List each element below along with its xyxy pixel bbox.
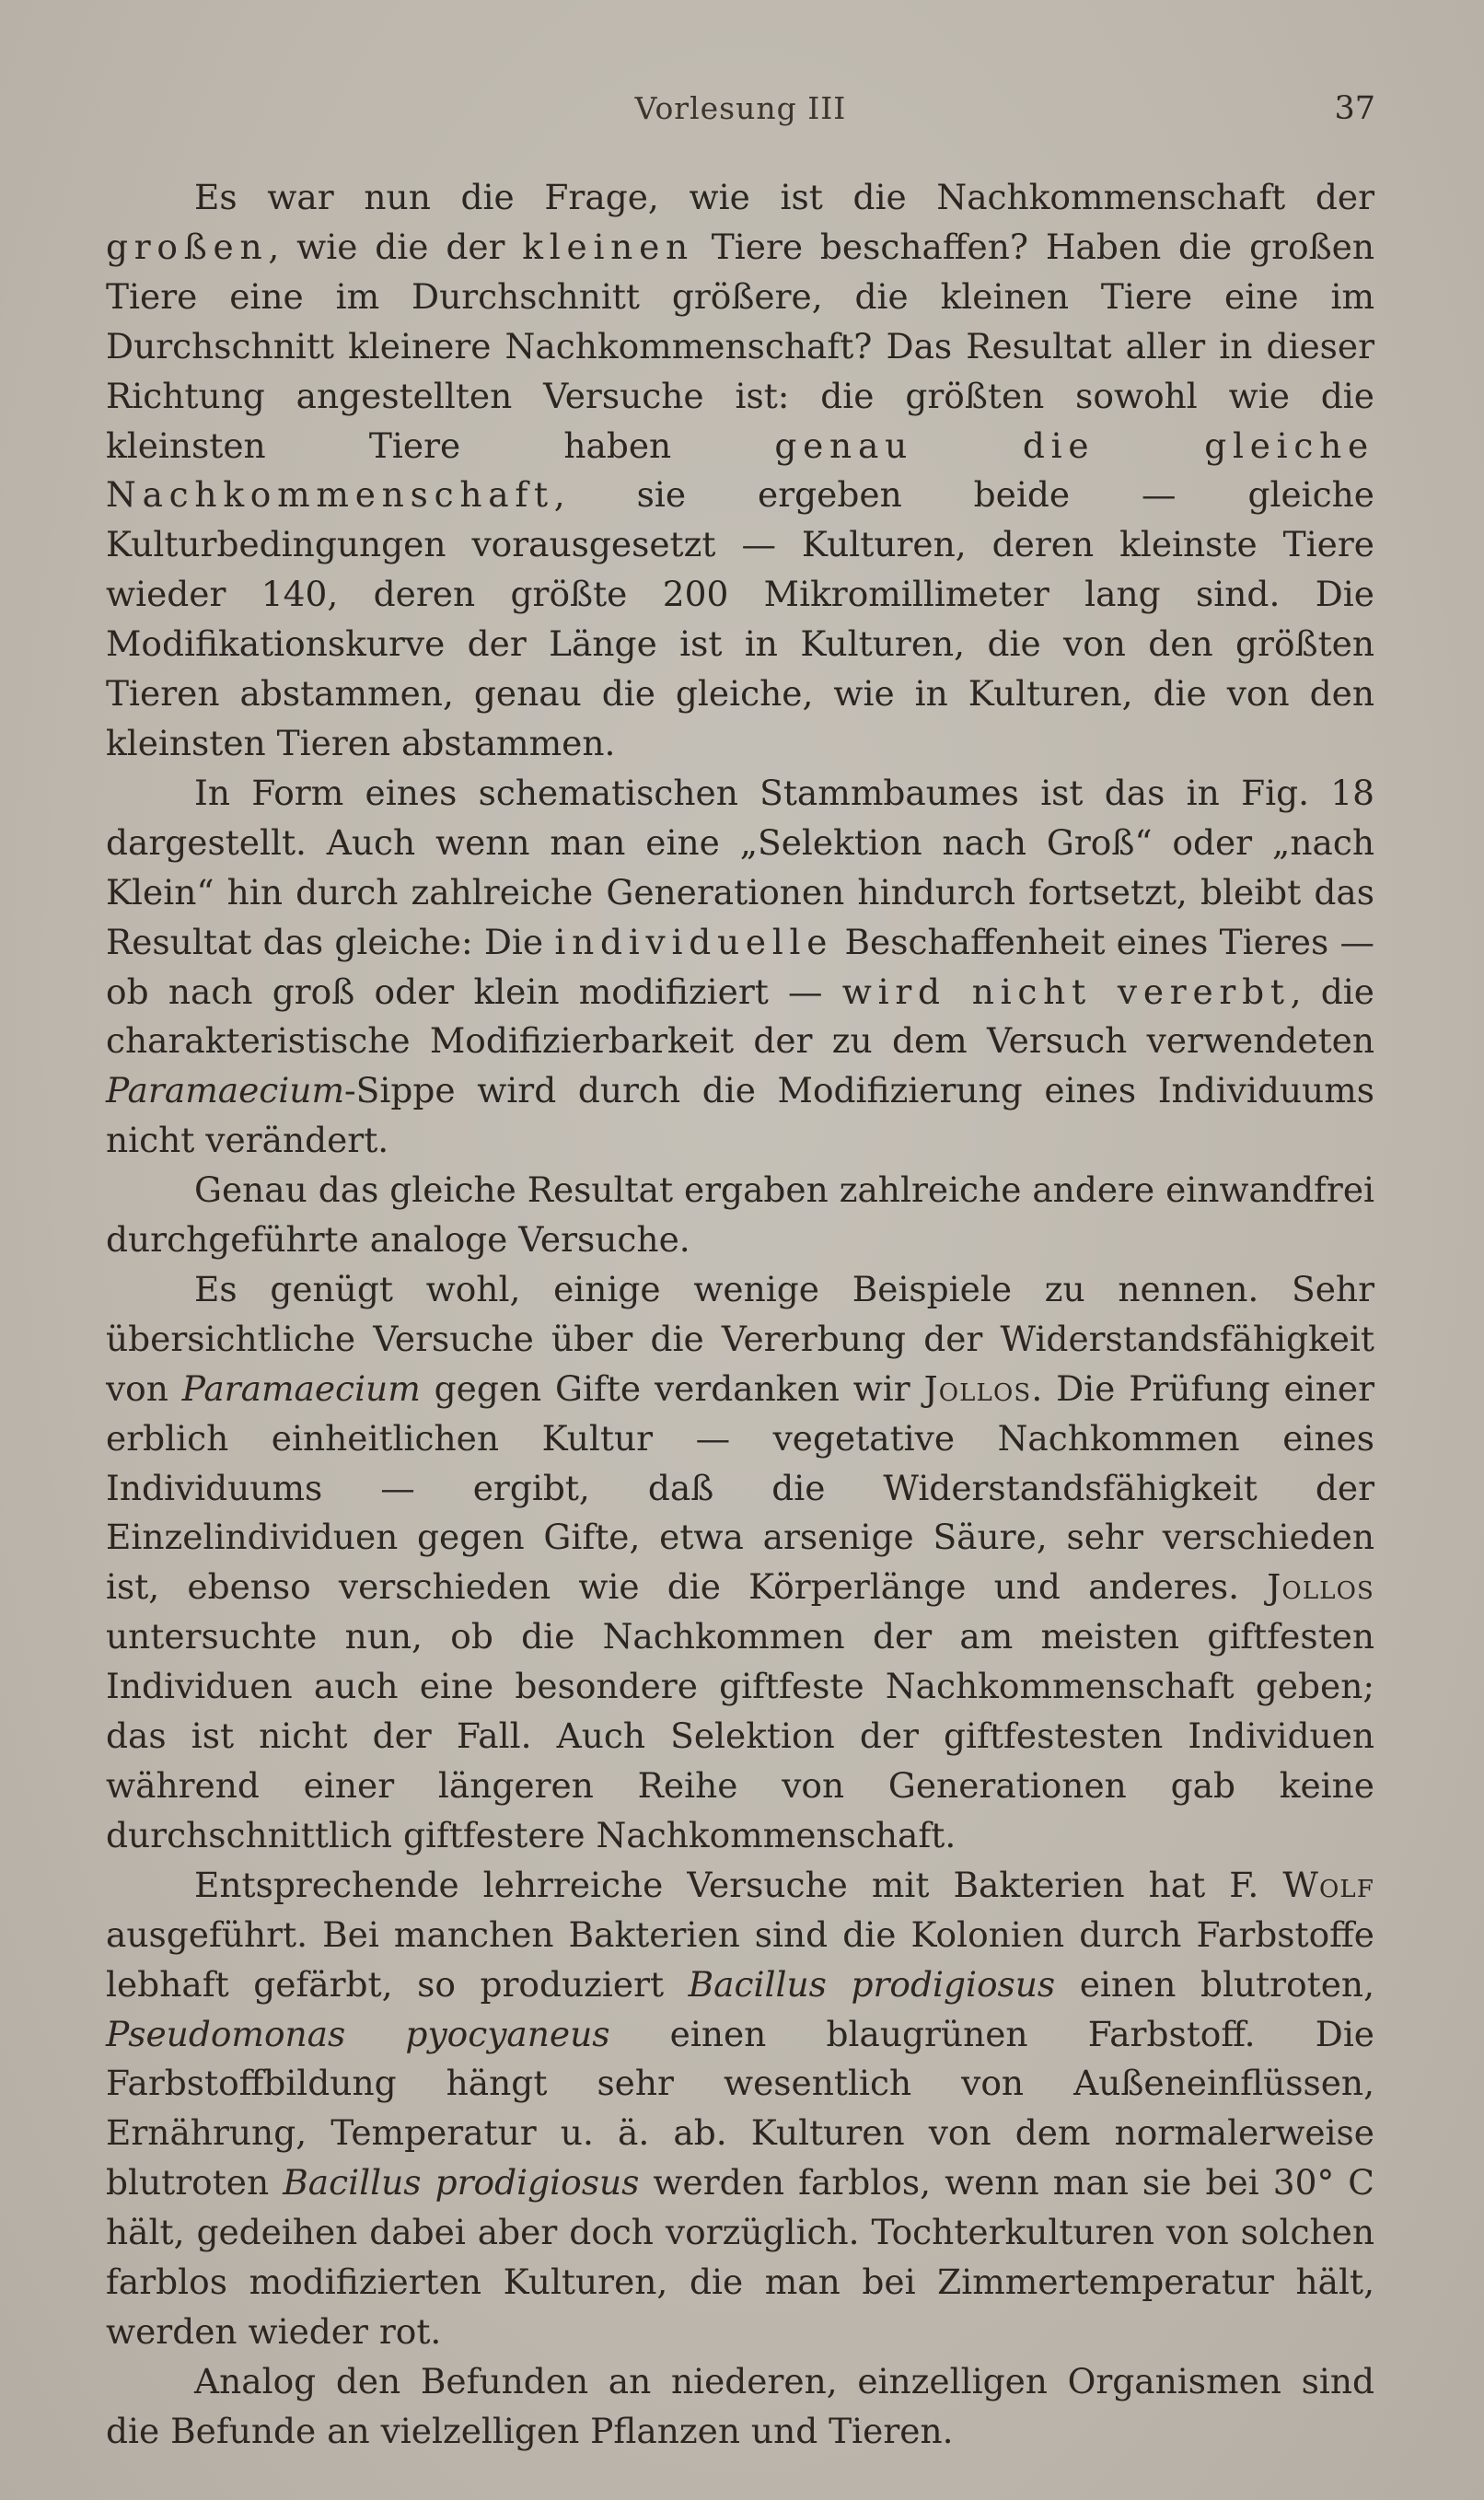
text-run: einen blaugrünen Farbstoff. Die Farbstoffbildung hängt sehr wesentlich von Außeneinflüssen, Ernährung, Temperatur u. ä. ab. Kulturen von dem normalerweise blutroten xyxy=(106,2013,1375,2203)
text-run: kleinen xyxy=(522,226,694,267)
text-run: Tiere beschaffen? Haben die großen Tiere eine im Durchschnitt größere, die kleinen Tiere eine im Durchschnitt kleinere Nachkommenschaft? Das Resultat aller in dieser Richtung angestellten Versuche ist: die größten sowohl wie die kleinsten Tiere haben xyxy=(106,226,1374,466)
paragraph-4 xyxy=(106,1265,1374,1861)
text-run: -Sippe wird durch die Modifizierung eines Individuums nicht verändert. xyxy=(106,1070,1374,1161)
paragraph-5 xyxy=(106,1861,1374,2357)
text-run: Jollos xyxy=(923,1367,1032,1409)
paragraph-6 xyxy=(106,2357,1374,2457)
text-run: Paramaecium xyxy=(106,1070,345,1111)
text-run: werden farblos, wenn man sie bei 30° C hält, gedeihen dabei aber doch vorzüglich. Tochterkulturen von solchen farblos modifizierten Kulturen, die man bei Zimmertemperatur hält, werden wieder rot. xyxy=(106,2162,1374,2352)
text-run: genau die gleiche Nachkommenschaft xyxy=(106,424,1374,516)
text-run: einen blutroten, xyxy=(1055,1963,1374,2005)
text-run: Es war nun die Frage, wie ist die Nachkommenschaft der xyxy=(194,177,1374,217)
text-run: individuelle xyxy=(554,921,834,962)
text-run: , die charakteristische Modifizierbarkeit der zu dem Versuch verwendeten xyxy=(106,971,1374,1062)
paragraph-1 xyxy=(106,173,1374,769)
text-run: wird nicht vererbt xyxy=(841,971,1291,1012)
text-run: Entsprechende lehrreiche Versuche mit Bakterien hat F. xyxy=(194,1864,1283,1905)
text-run: Wolf xyxy=(1282,1864,1374,1905)
text-run: In Form eines schematischen Stammbaumes ist das in Fig. 18 dargestellt. Auch wenn man eine „Selektion nach Groß“ oder „nach Klein“ hin durch zahlreiche Generationen hindurch fortsetzt, bleibt das Resultat das gleiche: Die xyxy=(106,772,1374,962)
text-run: , wie die der xyxy=(268,226,523,267)
text-run: Jollos xyxy=(1267,1566,1374,1608)
chapter-title: Vorlesung III xyxy=(634,90,847,126)
text-run: Pseudomonas pyocyaneus xyxy=(106,2013,610,2054)
text-run: Es genügt wohl, einige wenige Beispiele zu nennen. Sehr übersichtliche Versuche über die Vererbung der Widerstandsfähigkeit von xyxy=(106,1268,1374,1409)
body-text xyxy=(106,173,1374,2457)
text-run: ausgeführt. Bei manchen Bakterien sind die Kolonien durch Farbstoffe lebhaft gefärbt, so produziert xyxy=(106,1913,1374,2005)
text-run: großen xyxy=(106,226,269,267)
text-run: untersuchte nun, ob die Nachkommen der am meisten giftfesten Individuen auch eine besondere giftfeste Nachkommenschaft geben; das ist nicht der Fall. Auch Selektion der giftfestesten Individuen während einer längeren Reihe von Generationen gab keine durchschnittlich giftfestere Nachkommenschaft. xyxy=(106,1616,1374,1855)
running-head xyxy=(106,90,1375,131)
text-run: gegen Gifte verdanken wir xyxy=(420,1367,924,1409)
text-run: Genau das gleiche Resultat ergaben zahlreiche andere einwandfrei durchgeführte analoge Versuche. xyxy=(106,1169,1375,1261)
text-run: Bacillus prodigiosus xyxy=(283,2162,640,2203)
text-run: Paramaecium xyxy=(181,1367,421,1409)
page-number: 37 xyxy=(1334,90,1375,127)
text-run: Beschaffenheit eines Tieres — ob nach groß oder klein modifiziert — xyxy=(106,921,1374,1012)
paragraph-3 xyxy=(106,1166,1374,1265)
text-run: Bacillus prodigiosus xyxy=(688,1963,1056,2005)
text-run: Analog den Befunden an niederen, einzelligen Organismen sind die Befunde an vielzelligen Pflanzen und Tieren. xyxy=(106,2360,1374,2451)
paragraph-2 xyxy=(106,769,1374,1166)
text-run: . Die Prüfung einer erblich einheitlichen Kultur — vegetative Nachkommen eines Individuums — ergibt, daß die Widerstandsfähigkeit der Einzelindividuen gegen Gifte, etwa arsenige Säure, sehr verschieden ist, ebenso verschieden wie die Körperlänge und anderes. xyxy=(106,1367,1374,1608)
text-run: , sie ergeben beide — gleiche Kulturbedingungen vorausgesetzt — Kulturen, deren kleinste Tiere wieder 140, deren größte 200 Mikromillimeter lang sind. Die Modifikationskurve der Länge ist in Kulturen, die von den größten Tieren abstammen, genau die gleiche, wie in Kulturen, die von den kleinsten Tieren abstammen. xyxy=(106,474,1374,763)
